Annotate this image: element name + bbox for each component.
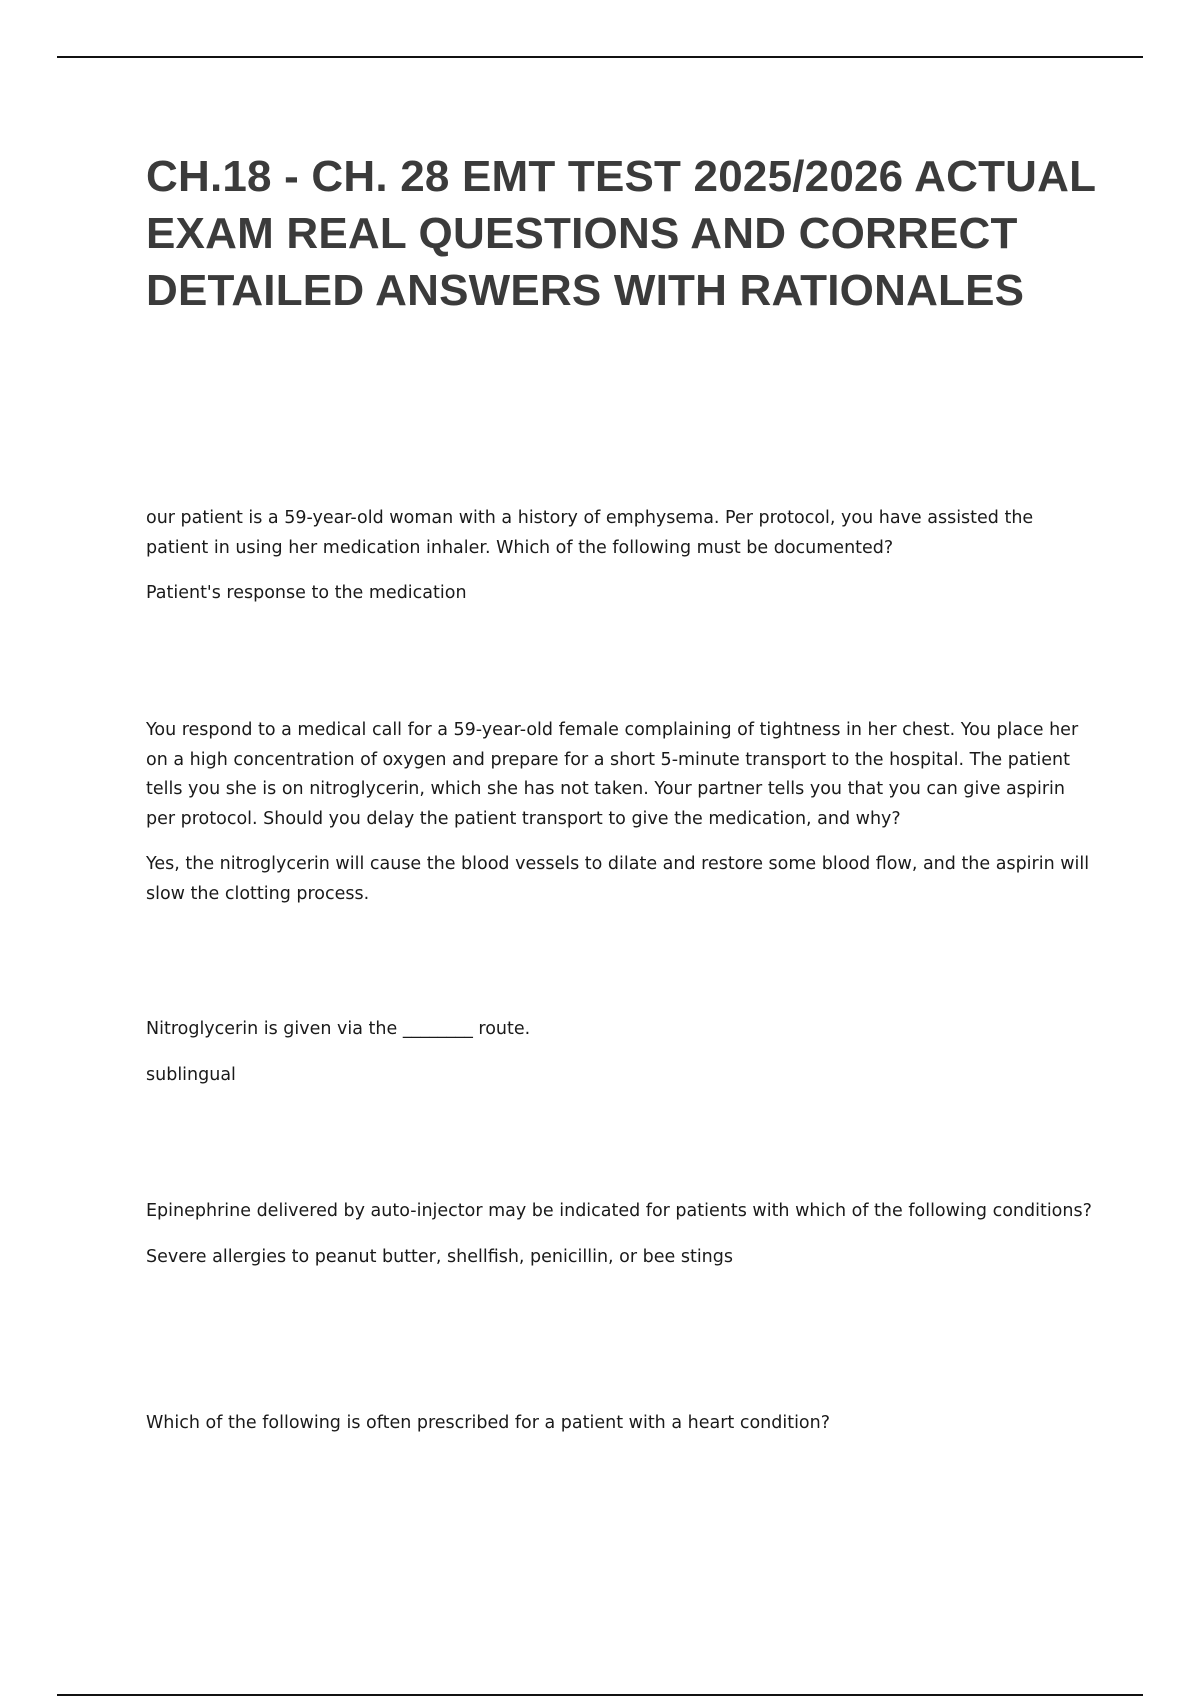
qa-item <box>146 1409 1096 1439</box>
question-text: our patient is a 59-year-old woman with a history of emphysema. Per protocol, you have assisted the patient in using her medication inhaler. Which of the following must be documented? <box>146 508 1034 558</box>
qa-item <box>146 716 1096 909</box>
question-text: You respond to a medical call for a 59-year-old female complaining of tightness in her chest. You place her on a high concentration of oxygen and prepare for a short 5-minute transport to the hospital. The patient tells you she is on nitroglycerin, which she has not taken. Your partner tells you that you can give aspirin per protocol. Should you delay the patient transport to give the medication, and why? <box>146 720 1079 829</box>
answer-text: Patient's response to the medication <box>146 583 467 603</box>
qa-item <box>146 1015 1096 1090</box>
qa-item <box>146 1197 1096 1272</box>
question-text: Epinephrine delivered by auto-injector may be indicated for patients with which of the following conditions? <box>146 1201 1092 1221</box>
question-text: Which of the following is often prescribed for a patient with a heart condition? <box>146 1413 831 1433</box>
answer-text: Yes, the nitroglycerin will cause the blood vessels to dilate and restore some blood flow, and the aspirin will slow the clotting process. <box>146 854 1090 904</box>
qa-item <box>146 504 1096 609</box>
footer-rule <box>57 1694 1143 1696</box>
header-rule <box>57 56 1143 58</box>
document-title: CH.18 - CH. 28 EMT TEST 2025/2026 ACTUAL EXAM REAL QUESTIONS AND CORRECT DETAILED ANSWERS WITH RATIONALES <box>146 152 1096 315</box>
answer-text: sublingual <box>146 1064 236 1085</box>
question-text: Nitroglycerin is given via the ________ route. <box>146 1019 531 1039</box>
answer-text: Severe allergies to peanut butter, shellfish, penicillin, or bee stings <box>146 1246 734 1267</box>
